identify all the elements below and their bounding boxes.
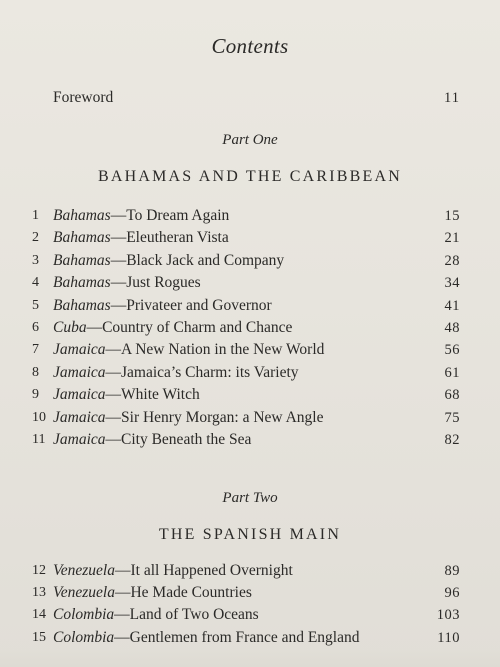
page-number: 61 — [444, 364, 460, 381]
toc-entry-foreword[interactable] — [53, 87, 460, 109]
toc-entry[interactable] — [32, 582, 460, 604]
chapter-number: 11 — [32, 432, 46, 447]
toc-entry[interactable] — [32, 272, 460, 294]
chapter-title — [53, 339, 324, 361]
chapter-place: Jamaica — [53, 363, 106, 381]
chapter-number: 6 — [32, 320, 39, 335]
chapter-title — [53, 429, 251, 451]
chapter-place: Bahamas — [53, 229, 111, 247]
toc-entry[interactable] — [32, 317, 460, 339]
chapter-subtitle: —Gentlemen from France and England — [114, 628, 360, 646]
chapter-title — [53, 627, 360, 649]
chapter-title — [53, 250, 284, 272]
toc-entry[interactable] — [32, 250, 460, 272]
chapter-title — [53, 317, 292, 339]
part-one-label: Part One — [222, 132, 278, 148]
chapter-subtitle: —To Dream Again — [110, 207, 230, 224]
chapter-place: Jamaica — [53, 341, 106, 359]
chapter-title — [53, 227, 229, 249]
chapter-number: 4 — [32, 275, 39, 291]
chapter-place: Venezuela — [53, 562, 115, 579]
chapter-place: Cuba — [53, 319, 87, 336]
chapter-subtitle: —White Witch — [105, 386, 200, 404]
chapter-title — [53, 205, 229, 227]
chapter-place: Jamaica — [53, 408, 106, 426]
chapter-subtitle: —Jamaica’s Charm: its Variety — [105, 363, 299, 381]
chapter-place: Venezuela — [53, 584, 115, 602]
toc-entry[interactable] — [32, 627, 460, 649]
toc-entry[interactable] — [32, 362, 460, 384]
page-number: 82 — [444, 432, 460, 448]
chapter-number: 3 — [32, 252, 39, 268]
page-title: Contents — [211, 34, 289, 58]
page-number: 68 — [444, 387, 460, 404]
page-number: 110 — [437, 629, 460, 646]
page-number: 11 — [444, 90, 460, 106]
chapter-place: Bahamas — [53, 251, 111, 269]
part-two-label: Part Two — [222, 490, 278, 506]
chapter-title — [53, 272, 201, 294]
page-number: 96 — [444, 585, 460, 602]
chapter-subtitle: —A New Nation in the New World — [105, 341, 325, 359]
chapter-subtitle: —He Made Countries — [114, 584, 252, 602]
chapter-number: 14 — [32, 607, 46, 623]
toc-entry[interactable] — [32, 205, 460, 227]
toc-entry[interactable] — [32, 407, 460, 429]
page-number: 34 — [444, 275, 460, 292]
toc-entry[interactable] — [32, 604, 460, 626]
chapter-subtitle: —Just Rogues — [110, 274, 201, 292]
chapter-subtitle: —Black Jack and Company — [110, 251, 285, 269]
chapter-number: 8 — [32, 364, 39, 380]
chapter-title — [53, 384, 200, 406]
chapter-number: 7 — [32, 342, 39, 358]
chapter-title — [53, 582, 252, 604]
chapter-subtitle: —Sir Henry Morgan: a New Angle — [105, 408, 324, 426]
part-two-heading: THE SPANISH MAIN — [158, 526, 342, 543]
chapter-place: Colombia — [53, 606, 115, 624]
chapter-place: Jamaica — [53, 386, 106, 404]
chapter-place: Colombia — [53, 628, 115, 646]
chapter-title — [53, 604, 259, 626]
chapter-place: Bahamas — [53, 207, 111, 224]
chapter-title — [53, 295, 272, 317]
page-number: 89 — [444, 563, 460, 579]
chapter-title — [53, 560, 293, 582]
chapter-subtitle: —Land of Two Oceans — [114, 606, 259, 624]
page-number: 75 — [444, 409, 460, 426]
chapter-place: Jamaica — [53, 431, 106, 448]
page-number: 28 — [444, 252, 460, 269]
chapter-number: 1 — [32, 208, 39, 223]
page-number: 56 — [444, 342, 460, 359]
toc-entry[interactable] — [32, 339, 460, 361]
chapter-number: 5 — [32, 297, 39, 313]
chapter-number: 12 — [32, 563, 46, 578]
page-number: 48 — [444, 320, 460, 336]
chapter-number: 9 — [32, 387, 39, 403]
toc-entry[interactable] — [32, 295, 460, 317]
chapter-subtitle: —It all Happened Overnight — [114, 562, 293, 579]
toc-entry[interactable] — [32, 227, 460, 249]
toc-entry[interactable] — [32, 384, 460, 406]
chapter-title — [53, 407, 323, 429]
chapter-subtitle: —City Beneath the Sea — [105, 431, 252, 448]
page-shadow — [0, 649, 500, 667]
foreword-label: Foreword — [53, 89, 114, 106]
page-number: 41 — [444, 297, 460, 314]
toc-entry[interactable] — [32, 429, 460, 451]
chapter-subtitle: —Eleutheran Vista — [110, 229, 229, 247]
chapter-number: 15 — [32, 629, 46, 645]
chapter-number: 2 — [32, 230, 39, 246]
page-number: 103 — [436, 607, 460, 624]
chapter-number: 10 — [32, 409, 46, 425]
part-one-heading: BAHAMAS AND THE CARIBBEAN — [97, 168, 403, 185]
toc-entry[interactable] — [32, 560, 460, 582]
chapter-subtitle: —Country of Charm and Chance — [86, 319, 293, 336]
chapter-subtitle: —Privateer and Governor — [110, 296, 272, 314]
chapter-title — [53, 362, 299, 384]
page-number: 15 — [444, 208, 460, 224]
chapter-number: 13 — [32, 585, 46, 601]
page-number: 21 — [444, 230, 460, 247]
chapter-place: Bahamas — [53, 296, 111, 314]
chapter-place: Bahamas — [53, 274, 111, 292]
